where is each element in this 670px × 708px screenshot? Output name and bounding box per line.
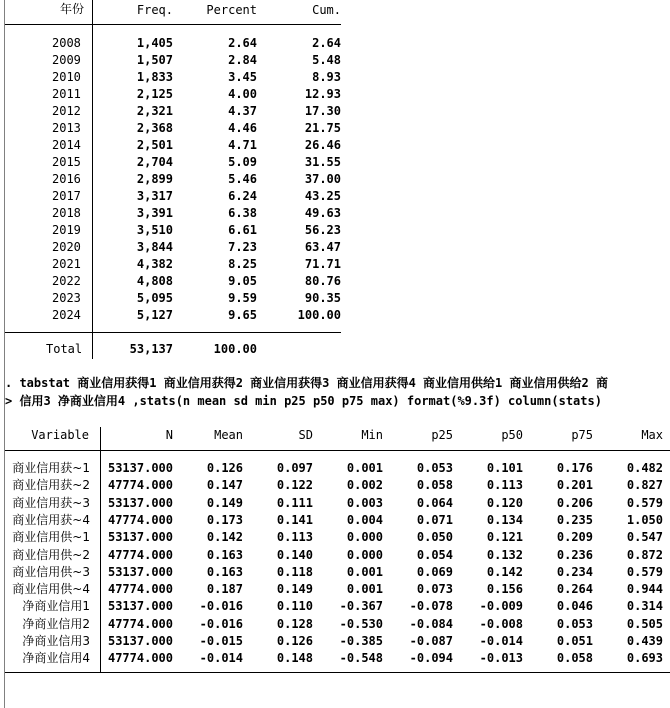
tabstat-cell-p75: 0.234 bbox=[556, 564, 593, 579]
tabstat-cell-mean: -0.015 bbox=[199, 634, 243, 648]
freq-row-year: 2011 bbox=[52, 87, 81, 101]
tabstat-cell-p25: 0.071 bbox=[416, 512, 453, 527]
freq-row-percent: 2.64 bbox=[228, 36, 257, 50]
freq-row-percent: 4.00 bbox=[228, 87, 257, 101]
tabstat-cell-max: 0.944 bbox=[626, 582, 663, 597]
tabstat-cell-p25: -0.078 bbox=[409, 599, 453, 614]
tabstat-variable-name: 商业信用获~2 bbox=[12, 478, 90, 493]
tabstat-header-p50: p50 bbox=[501, 428, 523, 442]
tabstat-cell-max: 0.505 bbox=[626, 616, 663, 631]
tabstat-cell-p25: 0.053 bbox=[416, 461, 453, 475]
freq-row-percent: 7.23 bbox=[228, 240, 257, 254]
freq-row-percent: 8.25 bbox=[228, 257, 257, 271]
freq-row-percent: 9.59 bbox=[228, 291, 257, 305]
command-line-1: . tabstat 商业信用获得1 商业信用获得2 商业信用获得3 商业信用获得4 商业信用供给1 商业信用供给2 商 bbox=[5, 376, 608, 390]
tabstat-cell-min: 0.000 bbox=[346, 530, 383, 545]
tabstat-variable-name: 商业信用供~1 bbox=[12, 530, 90, 545]
tabstat-variable-name: 商业信用获~3 bbox=[12, 495, 90, 510]
freq-row-year: 2008 bbox=[52, 36, 81, 50]
freq-row-percent: 9.05 bbox=[228, 274, 257, 288]
freq-row-year: 2020 bbox=[52, 240, 81, 254]
tabstat-cell-p25: 0.073 bbox=[416, 582, 453, 597]
tabstat-cell-sd: 0.118 bbox=[276, 564, 313, 579]
freq-row-cum: 37.00 bbox=[304, 172, 341, 186]
tabstat-cell-p75: 0.053 bbox=[556, 616, 593, 631]
freq-row-year: 2023 bbox=[52, 291, 81, 305]
tabstat-header-n: N bbox=[165, 428, 173, 442]
freq-row-cum: 100.00 bbox=[297, 308, 341, 322]
freq-row-cum: 49.63 bbox=[304, 206, 341, 220]
tabstat-cell-min: -0.530 bbox=[339, 616, 383, 631]
tabstat-cell-p50: 0.134 bbox=[486, 512, 523, 527]
tabstat-cell-max: 0.439 bbox=[626, 634, 663, 648]
tabstat-cell-p25: 0.058 bbox=[416, 478, 453, 493]
tabstat-variable-name: 净商业信用2 bbox=[22, 616, 90, 631]
tabstat-variable-name: 净商业信用4 bbox=[22, 651, 90, 666]
tabstat-cell-p50: 0.120 bbox=[486, 495, 523, 510]
tabstat-header-sd: SD bbox=[298, 428, 313, 442]
tabstat-cell-sd: 0.141 bbox=[276, 512, 313, 527]
freq-row-cum: 17.30 bbox=[304, 104, 341, 118]
freq-row-year: 2015 bbox=[52, 155, 81, 169]
freq-row-freq: 2,899 bbox=[136, 172, 173, 186]
tabstat-bottom-rule bbox=[5, 672, 670, 673]
freq-row-cum: 71.71 bbox=[304, 257, 341, 271]
freq-header: Freq. bbox=[136, 3, 173, 17]
tabstat-cell-sd: 0.122 bbox=[276, 478, 313, 493]
tabstat-cell-n: 53137.000 bbox=[107, 530, 173, 545]
freq-row-cum: 26.46 bbox=[304, 138, 341, 152]
tabstat-cell-p25: 0.050 bbox=[416, 530, 453, 545]
freq-row-freq: 3,317 bbox=[136, 189, 173, 203]
tabstat-cell-mean: 0.163 bbox=[206, 547, 243, 562]
tabstat-cell-p75: 0.209 bbox=[556, 530, 593, 545]
freq-row-percent: 2.84 bbox=[228, 53, 257, 67]
freq-row-cum: 31.55 bbox=[304, 155, 341, 169]
tabstat-cell-p75: 0.206 bbox=[556, 495, 593, 510]
tabstat-variable-name: 商业信用供~4 bbox=[12, 582, 90, 597]
freq-row-freq: 1,405 bbox=[136, 36, 173, 50]
freq-row-year: 2022 bbox=[52, 274, 81, 288]
freq-row-cum: 8.93 bbox=[312, 70, 341, 84]
freq-row-percent: 9.65 bbox=[228, 308, 257, 322]
freq-row-year: 2017 bbox=[52, 189, 81, 203]
freq-row-freq: 2,125 bbox=[136, 87, 173, 101]
tabstat-header-rule bbox=[5, 450, 670, 451]
freq-row-cum: 63.47 bbox=[304, 240, 341, 254]
freq-row-year: 2013 bbox=[52, 121, 81, 135]
freq-row-percent: 4.71 bbox=[228, 138, 257, 152]
tabstat-cell-sd: 0.126 bbox=[276, 634, 313, 648]
total-percent: 100.00 bbox=[213, 342, 257, 356]
tabstat-cell-sd: 0.113 bbox=[276, 530, 313, 545]
freq-row-percent: 5.46 bbox=[228, 172, 257, 186]
tabstat-cell-p50: -0.008 bbox=[479, 616, 523, 631]
freq-row-cum: 5.48 bbox=[312, 53, 341, 67]
tabstat-cell-p75: 0.236 bbox=[556, 547, 593, 562]
tabstat-cell-max: 0.872 bbox=[626, 547, 663, 562]
freq-row-year: 2021 bbox=[52, 257, 81, 271]
tabstat-variable-name: 商业信用获~4 bbox=[12, 512, 90, 527]
freq-row-year: 2012 bbox=[52, 104, 81, 118]
freq-table-vertical-rule bbox=[92, 0, 93, 359]
tabstat-cell-min: -0.548 bbox=[339, 651, 383, 666]
freq-row-freq: 3,391 bbox=[136, 206, 173, 220]
tabstat-cell-mean: 0.173 bbox=[206, 512, 243, 527]
freq-table-total-rule bbox=[5, 332, 341, 333]
tabstat-cell-max: 0.314 bbox=[626, 599, 663, 614]
tabstat-header-mean: Mean bbox=[214, 428, 243, 442]
freq-row-freq: 2,704 bbox=[136, 155, 173, 169]
freq-row-percent: 5.09 bbox=[228, 155, 257, 169]
tabstat-cell-n: 47774.000 bbox=[107, 512, 173, 527]
tabstat-variable-name: 净商业信用3 bbox=[22, 634, 90, 648]
tabstat-variable-name: 净商业信用1 bbox=[22, 599, 90, 614]
tabstat-cell-mean: 0.142 bbox=[206, 530, 243, 545]
tabstat-cell-min: -0.367 bbox=[339, 599, 383, 614]
tabstat-cell-mean: -0.016 bbox=[199, 616, 243, 631]
freq-row-freq: 5,127 bbox=[136, 308, 173, 322]
tabstat-cell-p25: -0.087 bbox=[409, 634, 453, 648]
tabstat-cell-n: 47774.000 bbox=[107, 478, 173, 493]
tabstat-cell-n: 47774.000 bbox=[107, 651, 173, 666]
tabstat-header-min: Min bbox=[361, 428, 383, 442]
tabstat-cell-n: 47774.000 bbox=[107, 547, 173, 562]
freq-row-cum: 2.64 bbox=[312, 36, 341, 50]
tabstat-cell-max: 1.050 bbox=[626, 512, 663, 527]
tabstat-cell-mean: 0.187 bbox=[206, 582, 243, 597]
tabstat-cell-mean: 0.147 bbox=[206, 478, 243, 493]
tabstat-vertical-rule bbox=[100, 427, 101, 673]
tabstat-cell-mean: 0.149 bbox=[206, 495, 243, 510]
tabstat-cell-mean: -0.014 bbox=[199, 651, 243, 666]
tabstat-cell-sd: 0.140 bbox=[276, 547, 313, 562]
tabstat-header-variable: Variable bbox=[31, 428, 89, 442]
tabstat-cell-p25: -0.084 bbox=[409, 616, 453, 631]
tabstat-cell-max: 0.579 bbox=[626, 564, 663, 579]
tabstat-cell-sd: 0.097 bbox=[276, 461, 313, 475]
tabstat-cell-min: 0.003 bbox=[346, 495, 383, 510]
tabstat-cell-min: 0.002 bbox=[346, 478, 383, 493]
freq-table-header-rule bbox=[5, 24, 341, 25]
freq-row-freq: 3,510 bbox=[136, 223, 173, 237]
tabstat-cell-p50: 0.142 bbox=[486, 564, 523, 579]
tabstat-cell-p50: 0.121 bbox=[486, 530, 523, 545]
tabstat-cell-min: -0.385 bbox=[339, 634, 383, 648]
tabstat-cell-n: 47774.000 bbox=[107, 582, 173, 597]
tabstat-header-max: Max bbox=[641, 428, 663, 442]
tabstat-cell-p25: -0.094 bbox=[409, 651, 453, 666]
total-freq: 53,137 bbox=[129, 342, 173, 356]
freq-row-freq: 1,507 bbox=[136, 53, 173, 67]
tabstat-cell-p50: 0.156 bbox=[486, 582, 523, 597]
freq-row-freq: 4,382 bbox=[136, 257, 173, 271]
tabstat-cell-n: 53137.000 bbox=[107, 599, 173, 614]
tabstat-cell-p75: 0.176 bbox=[556, 461, 593, 475]
freq-row-year: 2024 bbox=[52, 308, 81, 322]
tabstat-cell-p50: -0.009 bbox=[479, 599, 523, 614]
freq-row-year: 2009 bbox=[52, 53, 81, 67]
freq-row-freq: 2,368 bbox=[136, 121, 173, 135]
cum-header: Cum. bbox=[312, 3, 341, 17]
year-header: 年份 bbox=[59, 2, 84, 16]
freq-row-freq: 1,833 bbox=[136, 70, 173, 84]
tabstat-cell-max: 0.693 bbox=[626, 651, 663, 666]
freq-row-year: 2019 bbox=[52, 223, 81, 237]
freq-row-percent: 3.45 bbox=[228, 70, 257, 84]
tabstat-cell-max: 0.579 bbox=[626, 495, 663, 510]
tabstat-cell-p50: 0.132 bbox=[486, 547, 523, 562]
freq-row-cum: 90.35 bbox=[304, 291, 341, 305]
tabstat-cell-p25: 0.064 bbox=[416, 495, 453, 510]
tabstat-cell-min: 0.000 bbox=[346, 547, 383, 562]
freq-row-year: 2016 bbox=[52, 172, 81, 186]
freq-row-percent: 4.46 bbox=[228, 121, 257, 135]
tabstat-cell-p25: 0.054 bbox=[416, 547, 453, 562]
freq-row-freq: 2,321 bbox=[136, 104, 173, 118]
tabstat-cell-n: 53137.000 bbox=[107, 461, 173, 475]
tabstat-cell-sd: 0.110 bbox=[276, 599, 313, 614]
tabstat-cell-p75: 0.051 bbox=[556, 634, 593, 648]
tabstat-cell-sd: 0.128 bbox=[276, 616, 313, 631]
tabstat-cell-max: 0.547 bbox=[626, 530, 663, 545]
tabstat-cell-mean: 0.126 bbox=[206, 461, 243, 475]
tabstat-cell-p50: -0.014 bbox=[479, 634, 523, 648]
tabstat-cell-n: 53137.000 bbox=[107, 634, 173, 648]
freq-row-percent: 6.38 bbox=[228, 206, 257, 220]
freq-row-percent: 6.24 bbox=[228, 189, 257, 203]
freq-row-percent: 4.37 bbox=[228, 104, 257, 118]
tabstat-cell-p75: 0.046 bbox=[556, 599, 593, 614]
tabstat-variable-name: 商业信用供~2 bbox=[12, 547, 90, 562]
tabstat-header-p75: p75 bbox=[571, 428, 593, 442]
freq-row-year: 2010 bbox=[52, 70, 81, 84]
tabstat-cell-p75: 0.058 bbox=[556, 651, 593, 666]
tabstat-cell-min: 0.004 bbox=[346, 512, 383, 527]
command-line-2: > 信用3 净商业信用4 ,stats(n mean sd min p25 p50 p75 max) format(%9.3f) column(stats) bbox=[5, 394, 602, 408]
tabstat-cell-p50: 0.101 bbox=[486, 461, 523, 475]
freq-row-cum: 12.93 bbox=[304, 87, 341, 101]
tabstat-cell-p50: -0.013 bbox=[479, 651, 523, 666]
freq-row-cum: 80.76 bbox=[304, 274, 341, 288]
tabstat-cell-min: 0.001 bbox=[346, 582, 383, 597]
tabstat-header-p25: p25 bbox=[431, 428, 453, 442]
tabstat-cell-mean: -0.016 bbox=[199, 599, 243, 614]
tabstat-cell-p50: 0.113 bbox=[486, 478, 523, 493]
freq-row-year: 2018 bbox=[52, 206, 81, 220]
freq-row-freq: 4,808 bbox=[136, 274, 173, 288]
freq-row-percent: 6.61 bbox=[228, 223, 257, 237]
freq-row-cum: 43.25 bbox=[304, 189, 341, 203]
tabstat-variable-name: 商业信用供~3 bbox=[12, 564, 90, 579]
tabstat-cell-min: 0.001 bbox=[346, 461, 383, 475]
freq-row-freq: 3,844 bbox=[136, 240, 173, 254]
total-label: Total bbox=[46, 342, 83, 356]
freq-row-cum: 56.23 bbox=[304, 223, 341, 237]
tabstat-cell-mean: 0.163 bbox=[206, 564, 243, 579]
tabstat-cell-n: 53137.000 bbox=[107, 564, 173, 579]
tabstat-cell-n: 53137.000 bbox=[107, 495, 173, 510]
tabstat-cell-sd: 0.149 bbox=[276, 582, 313, 597]
freq-row-cum: 21.75 bbox=[304, 121, 341, 135]
tabstat-cell-max: 0.482 bbox=[626, 461, 663, 475]
tabstat-variable-name: 商业信用获~1 bbox=[12, 461, 90, 475]
tabstat-cell-n: 47774.000 bbox=[107, 616, 173, 631]
tabstat-cell-p25: 0.069 bbox=[416, 564, 453, 579]
freq-row-year: 2014 bbox=[52, 138, 81, 152]
tabstat-cell-p75: 0.201 bbox=[556, 478, 593, 493]
tabstat-cell-p75: 0.235 bbox=[556, 512, 593, 527]
tabstat-cell-sd: 0.111 bbox=[276, 495, 313, 510]
freq-row-freq: 2,501 bbox=[136, 138, 173, 152]
tabstat-cell-min: 0.001 bbox=[346, 564, 383, 579]
percent-header: Percent bbox=[206, 3, 257, 17]
tabstat-cell-max: 0.827 bbox=[626, 478, 663, 493]
tabstat-cell-sd: 0.148 bbox=[276, 651, 313, 666]
tabstat-cell-p75: 0.264 bbox=[556, 582, 593, 597]
freq-row-freq: 5,095 bbox=[136, 291, 173, 305]
